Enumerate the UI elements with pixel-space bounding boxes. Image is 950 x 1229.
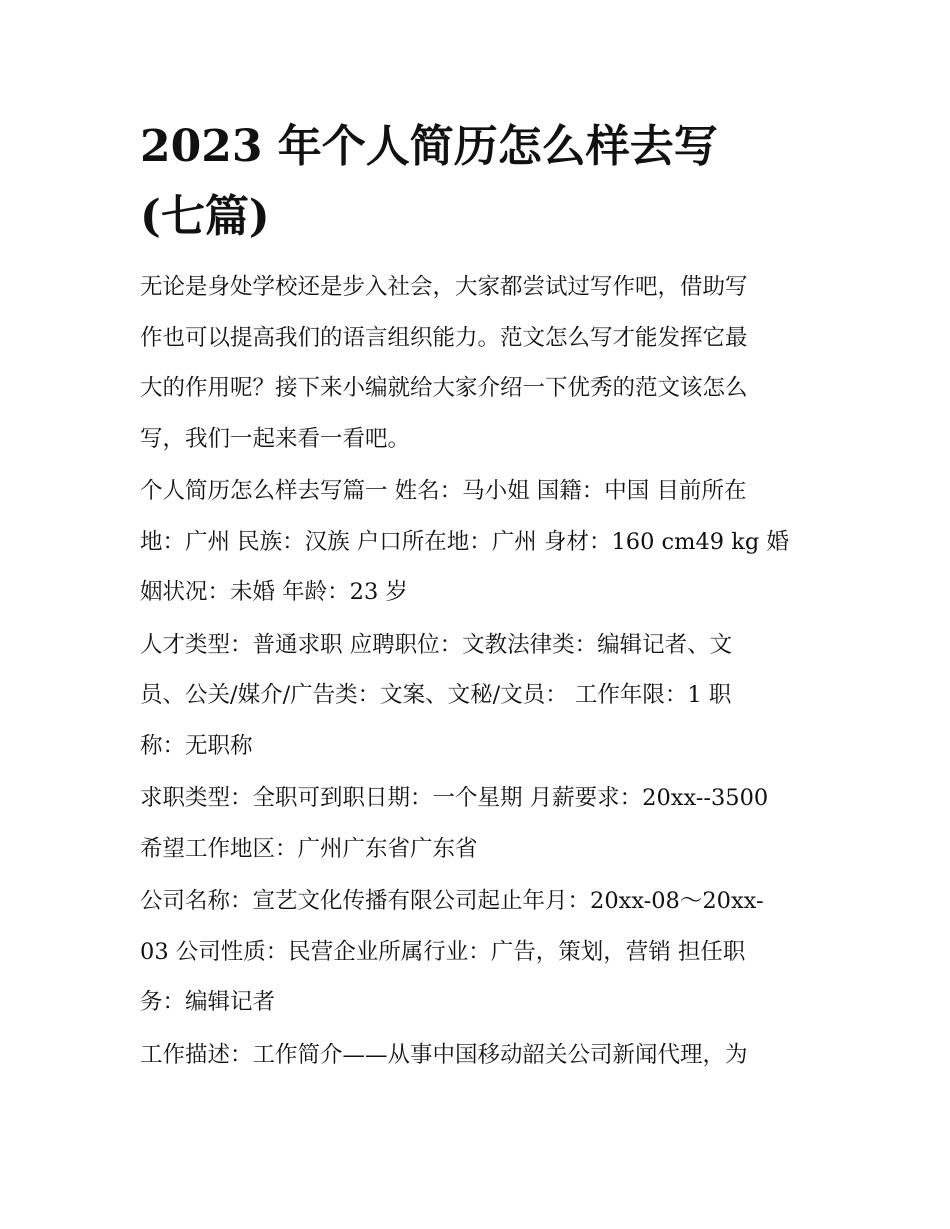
text-line: 求职类型：全职可到职日期：一个星期 月薪要求：20xx--3500 bbox=[140, 785, 769, 811]
document-body bbox=[140, 262, 820, 1080]
title-line: 2023 年个人简历怎么样去写 bbox=[140, 121, 718, 172]
document-title bbox=[140, 112, 820, 252]
document-page bbox=[140, 112, 820, 1082]
paragraph-intro bbox=[140, 262, 820, 464]
text-line: 姻状况：未婚 年龄：23 岁 bbox=[140, 579, 408, 605]
text-line: 个人简历怎么样去写篇一 姓名：马小姐 国籍：中国 目前所在 bbox=[140, 478, 747, 504]
text-line: 作也可以提高我们的语言组织能力。范文怎么写才能发挥它最 bbox=[140, 324, 748, 351]
text-line: 写，我们一起来看一看吧。 bbox=[140, 425, 411, 452]
text-line: 希望工作地区：广州广东省广东省 bbox=[140, 835, 478, 862]
text-line: 务：编辑记者 bbox=[140, 989, 276, 1015]
paragraph-job-type bbox=[140, 620, 820, 772]
text-line: 工作描述：工作简介——从事中国移动韶关公司新闻代理，为 bbox=[140, 1041, 748, 1068]
text-line: 地：广州 民族：汉族 户口所在地：广州 身材：160 cm49 kg 婚 bbox=[140, 528, 789, 555]
paragraph-company bbox=[140, 876, 820, 1028]
title-line: (七篇) bbox=[140, 191, 270, 242]
text-line: 员、公关/媒介/广告类：文案、文秘/文员： 工作年限：1 职 bbox=[140, 682, 732, 708]
text-line: 公司名称：宣艺文化传播有限公司起止年月：20xx-08～20xx- bbox=[140, 888, 764, 914]
paragraph-work-description bbox=[140, 1030, 820, 1081]
text-line: 无论是身处学校还是步入社会，大家都尝试过写作吧，借助写 bbox=[140, 274, 748, 300]
paragraph-job-request bbox=[140, 773, 820, 874]
text-line: 03 公司性质：民营企业所属行业：广告，策划，营销 担任职 bbox=[140, 938, 746, 965]
paragraph-personal-info bbox=[140, 466, 820, 618]
text-line: 大的作用呢？接下来小编就给大家介绍一下优秀的范文该怎么 bbox=[140, 375, 748, 401]
text-line: 称：无职称 bbox=[140, 732, 253, 759]
text-line: 人才类型：普通求职 应聘职位：文教法律类：编辑记者、文 bbox=[140, 631, 733, 658]
